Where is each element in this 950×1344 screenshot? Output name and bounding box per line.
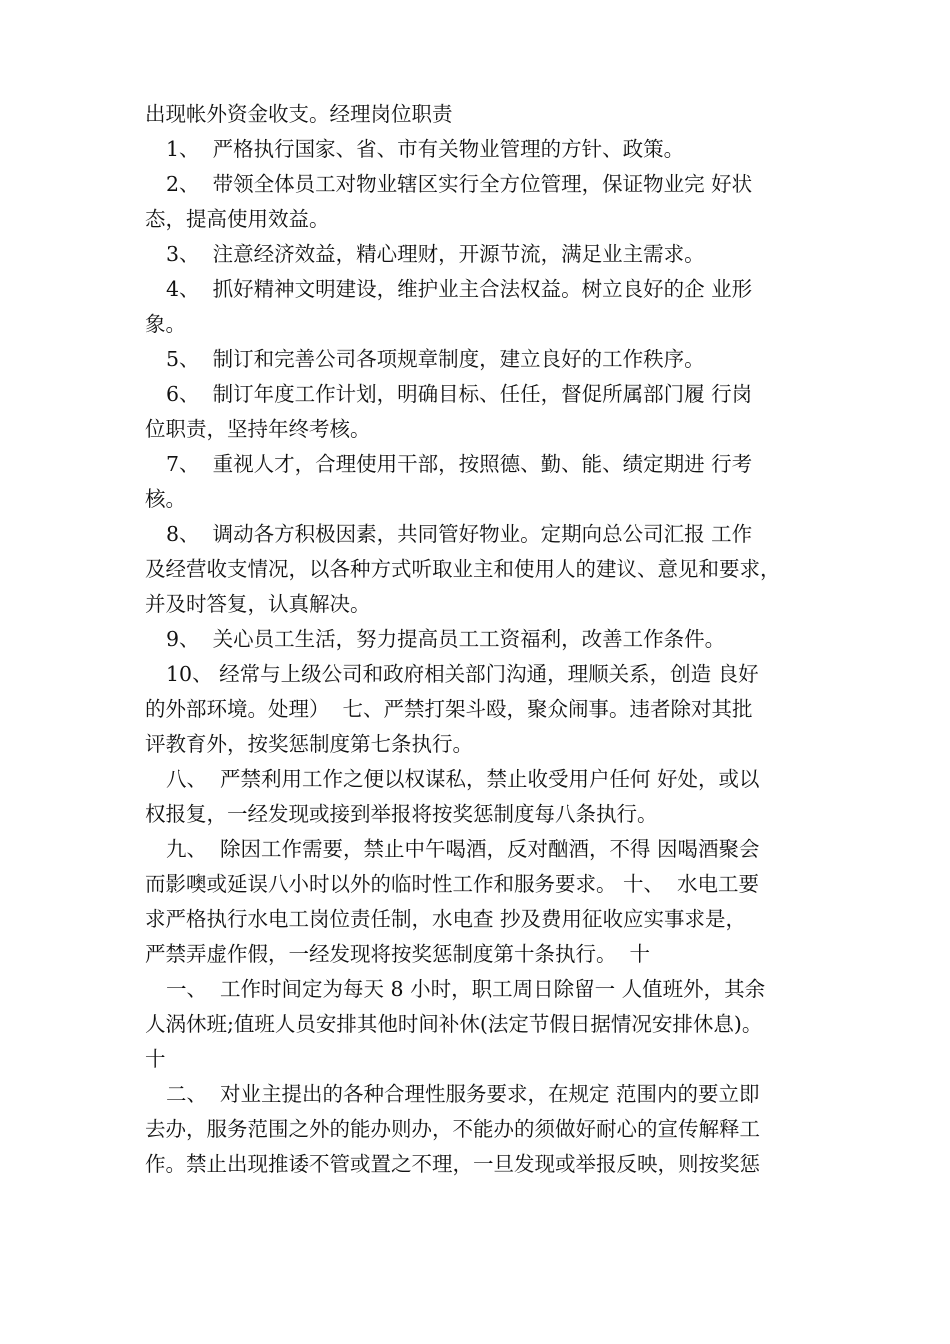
text-line: 象。 [145,312,186,336]
text-line: 3、 注意经济效益，精心理财，开源节流，满足业主需求。 [166,242,705,266]
text-line: 并及时答复，认真解决。 [145,592,371,616]
text-line: 5、 制订和完善公司各项规章制度，建立良好的工作秩序。 [166,347,705,371]
text-line: 人涡休班;值班人员安排其他时间补休(法定节假日据情况安排休息)。 [145,1012,763,1036]
text-line: 权报复，一经发现或接到举报将按奖惩制度每八条执行。 [145,802,658,826]
text-line: 及经营收支情况，以各种方式听取业主和使用人的建议、意见和要求， [145,557,781,581]
text-line: 二、 对业主提出的各种合理性服务要求，在规定 范围内的要立即 [166,1082,760,1106]
text-line: 8、 调动各方积极因素，共同管好物业。定期向总公司汇报 工作 [166,522,753,546]
text-line: 评教育外，按奖惩制度第七条执行。 [145,732,473,756]
text-line: 作。禁止出现推诿不管或置之不理，一旦发现或举报反映，则按奖惩 [145,1152,760,1176]
text-line: 出现帐外资金收支。经理岗位职责 [145,102,453,126]
text-line: 去办，服务范围之外的能办则办，不能办的须做好耐心的宣传解释工 [145,1117,760,1141]
text-line: 求严格执行水电工岗位责任制，水电查 抄及费用征收应实事求是， [145,907,747,931]
text-line: 严禁弄虚作假，一经发现将按奖惩制度第十条执行。 十 [145,942,651,966]
text-line: 九、 除因工作需要，禁止中午喝酒，反对酗酒，不得 因喝酒聚会 [166,837,760,861]
text-line: 一、 工作时间定为每天 8 小时，职工周日除留一 人值班外，其余 [166,977,766,1001]
text-line: 八、 严禁利用工作之便以权谋私，禁止收受用户任何 好处，或以 [166,767,760,791]
text-line: 核。 [145,487,186,511]
text-line: 态，提高使用效益。 [145,207,330,231]
text-line: 而影噢或延误八小时以外的临时性工作和服务要求。 十、 水电工要 [145,872,760,896]
text-line: 7、 重视人才，合理使用干部，按照德、勤、能、绩定期进 行考 [166,452,753,476]
text-line: 十 [145,1047,166,1071]
text-line: 10、 经常与上级公司和政府相关部门沟通，理顺关系，创造 良好 [166,662,759,686]
text-line: 6、 制订年度工作计划，明确目标、任任，督促所属部门履 行岗 [166,382,753,406]
text-line: 9、 关心员工生活，努力提高员工工资福利，改善工作条件。 [166,627,726,651]
text-line: 4、 抓好精神文明建设，维护业主合法权益。树立良好的企 业形 [166,277,753,301]
text-line: 的外部环境。处理） 七、严禁打架斗殴，聚众闹事。违者除对其批 [145,697,753,721]
text-line: 位职责，坚持年终考核。 [145,417,371,441]
document-body [145,97,825,1182]
text-line: 1、 严格执行国家、省、市有关物业管理的方针、政策。 [166,137,685,161]
text-line: 2、 带领全体员工对物业辖区实行全方位管理，保证物业完 好状 [166,172,753,196]
